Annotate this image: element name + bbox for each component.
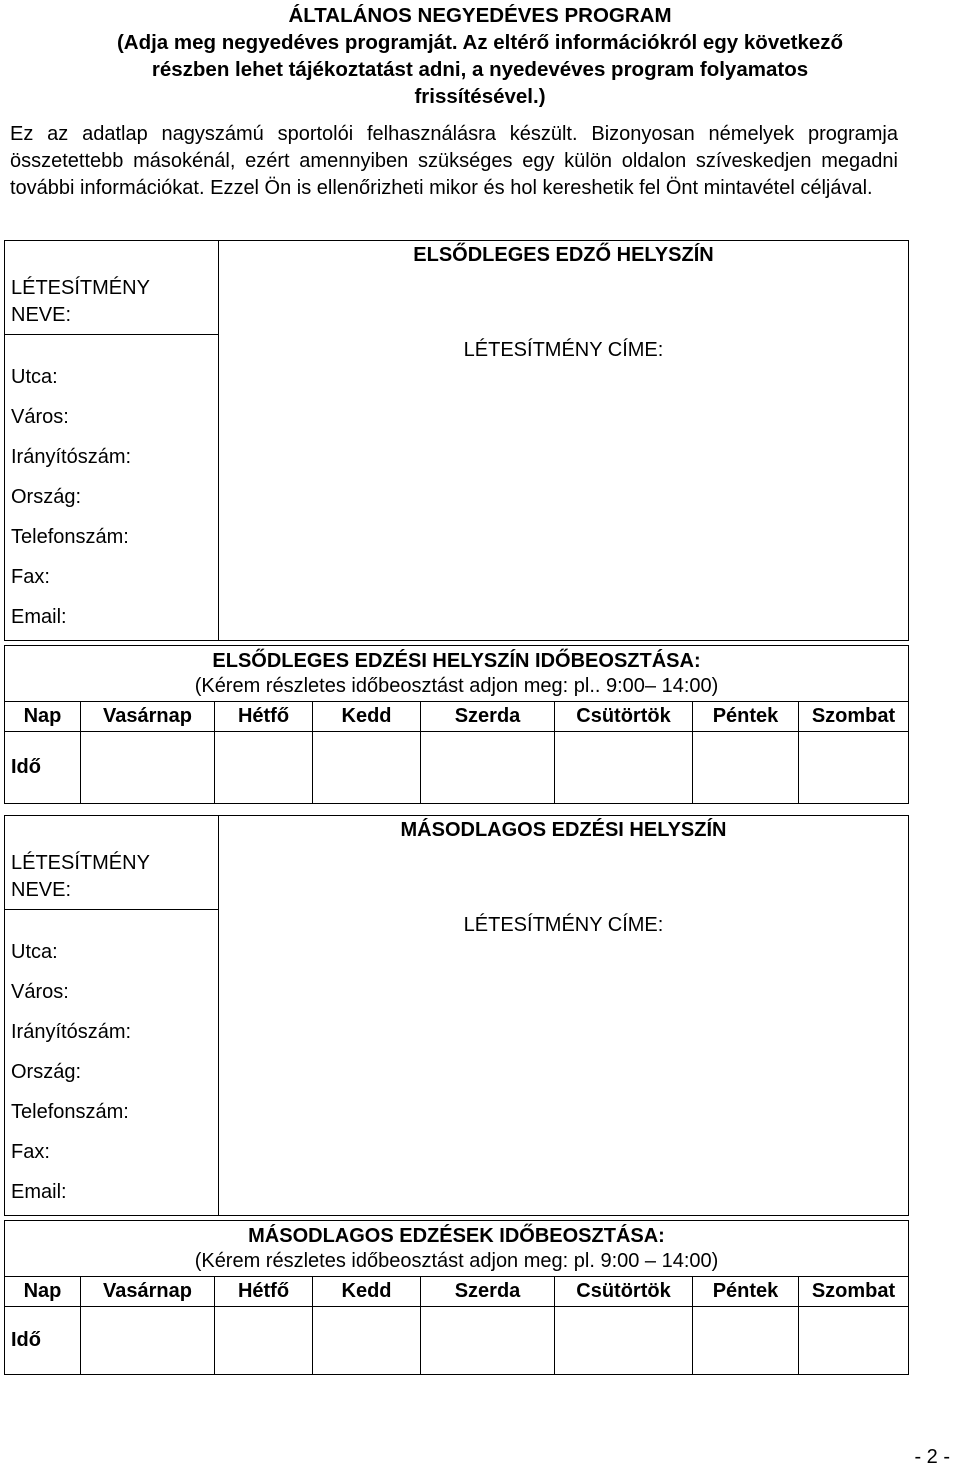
secondary-fields-cell: [5, 910, 219, 1216]
time-cell-friday[interactable]: [693, 732, 799, 804]
doc-subtitle-line-1: (Adja meg negyedéves programját. Az eltérő információkról egy következő: [116, 31, 844, 54]
primary-section-title: ELSŐDLEGES EDZŐ HELYSZÍN: [413, 244, 714, 266]
intro-paragraph: Ez az adatlap nagyszámú sportolói felhasználásra készült. Bizonyosan némelyek programja összetettebb másokénál, ezért amennyiben szükséges egy külön oldalon szíveskedjen megadni további információkat. Ezzel Ön is ellenőrizheti mikor és hol kereshetik fel Önt mintavétel céljával.: [10, 123, 898, 199]
time-cell-wednesday[interactable]: [421, 1307, 555, 1375]
secondary-content-cell: [219, 816, 909, 1216]
primary-schedule-header: [5, 646, 909, 702]
time-label-cell: Idő: [5, 732, 81, 804]
day-thursday: Csütörtök: [555, 702, 693, 732]
day-saturday: Szombat: [799, 1277, 909, 1307]
primary-schedule-title: ELSŐDLEGES EDZÉSI HELYSZÍN IDŐBEOSZTÁSA:: [212, 649, 701, 672]
day-friday: Péntek: [693, 1277, 799, 1307]
secondary-schedule-hint: (Kérem részletes időbeosztást adjon meg: pl. 9:00 – 14:00): [194, 1249, 719, 1272]
time-cell-wednesday[interactable]: [421, 732, 555, 804]
doc-title: ÁLTALÁNOS NEGYEDÉVES PROGRAM: [288, 4, 672, 27]
time-cell-thursday[interactable]: [555, 1307, 693, 1375]
doc-subtitle-line-3: frissítésével.): [414, 85, 546, 108]
primary-field-zip: Irányítószám:: [11, 446, 132, 468]
primary-name-label-2: NEVE:: [11, 304, 72, 326]
secondary-name-label-1: LÉTESÍTMÉNY: [11, 852, 150, 874]
time-cell-tuesday[interactable]: [313, 1307, 421, 1375]
day-wednesday: Szerda: [421, 1277, 555, 1307]
doc-subtitle-line-2: részben lehet tájékoztatást adni, a nyedevéves program folyamatos: [151, 58, 809, 81]
primary-field-phone: Telefonszám:: [11, 526, 129, 548]
day-sunday: Vasárnap: [81, 702, 215, 732]
page-number: - 2 -: [914, 1446, 950, 1468]
day-friday: Péntek: [693, 702, 799, 732]
secondary-name-label-2: NEVE:: [11, 879, 72, 901]
secondary-field-country: Ország:: [11, 1061, 82, 1083]
secondary-field-email: Email:: [11, 1181, 67, 1203]
time-cell-tuesday[interactable]: [313, 732, 421, 804]
day-monday: Hétfő: [215, 702, 313, 732]
secondary-field-phone: Telefonszám:: [11, 1101, 129, 1123]
time-cell-saturday[interactable]: [799, 732, 909, 804]
primary-field-fax: Fax:: [11, 566, 50, 588]
secondary-location-table: [4, 815, 909, 1216]
primary-field-country: Ország:: [11, 486, 82, 508]
secondary-schedule-table: [4, 1220, 909, 1375]
primary-fields-cell: [5, 335, 219, 641]
primary-address-title: LÉTESÍTMÉNY CÍME:: [463, 339, 664, 361]
secondary-section-title: MÁSODLAGOS EDZÉSI HELYSZÍN: [400, 819, 727, 841]
time-cell-monday[interactable]: [215, 1307, 313, 1375]
primary-field-city: Város:: [11, 406, 69, 428]
day-label-cell: Nap: [5, 702, 81, 732]
day-sunday: Vasárnap: [81, 1277, 215, 1307]
day-wednesday: Szerda: [421, 702, 555, 732]
day-tuesday: Kedd: [313, 702, 421, 732]
secondary-field-street: Utca:: [11, 941, 58, 963]
primary-schedule-hint: (Kérem részletes időbeosztást adjon meg: pl.. 9:00– 14:00): [194, 674, 719, 697]
secondary-field-city: Város:: [11, 981, 69, 1003]
primary-name-label-cell: [5, 241, 219, 335]
time-cell-friday[interactable]: [693, 1307, 799, 1375]
primary-schedule-table: [4, 645, 909, 804]
secondary-schedule-title: MÁSODLAGOS EDZÉSEK IDŐBEOSZTÁSA:: [248, 1224, 665, 1247]
time-cell-monday[interactable]: [215, 732, 313, 804]
time-cell-sunday[interactable]: [81, 732, 215, 804]
day-saturday: Szombat: [799, 702, 909, 732]
primary-field-street: Utca:: [11, 366, 58, 388]
secondary-schedule-header: [5, 1221, 909, 1277]
primary-field-email: Email:: [11, 606, 67, 628]
primary-name-label-1: LÉTESÍTMÉNY: [11, 277, 150, 299]
primary-content-cell: [219, 241, 909, 641]
primary-location-table: [4, 240, 909, 641]
day-tuesday: Kedd: [313, 1277, 421, 1307]
day-thursday: Csütörtök: [555, 1277, 693, 1307]
secondary-field-fax: Fax:: [11, 1141, 50, 1163]
time-label-cell: Idő: [5, 1307, 81, 1375]
time-cell-saturday[interactable]: [799, 1307, 909, 1375]
secondary-name-label-cell: [5, 816, 219, 910]
secondary-address-title: LÉTESÍTMÉNY CÍME:: [463, 914, 664, 936]
secondary-field-zip: Irányítószám:: [11, 1021, 132, 1043]
time-cell-thursday[interactable]: [555, 732, 693, 804]
day-label-cell: Nap: [5, 1277, 81, 1307]
day-monday: Hétfő: [215, 1277, 313, 1307]
time-cell-sunday[interactable]: [81, 1307, 215, 1375]
